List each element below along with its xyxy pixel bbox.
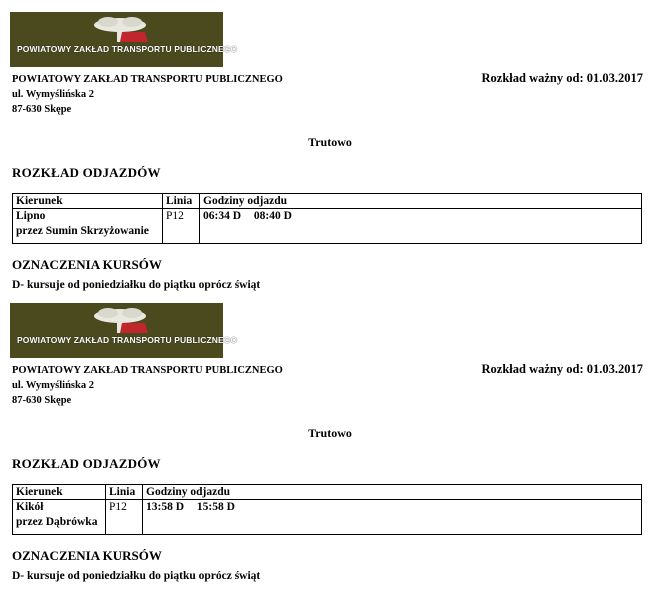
timetable-section-2 [0,291,660,591]
timetable-table [12,193,642,244]
legend-heading: OZNACZENIA KURSÓW [12,548,162,563]
direction-via: przez Dąbrówka [16,516,98,528]
tree-icon [90,307,150,333]
company-logo [10,12,238,67]
company-city: 87-630 Skępe [12,395,72,406]
line-cell: P12 [106,500,143,535]
table-header-row [13,485,642,500]
legend-heading: OZNACZENIA KURSÓW [12,257,162,272]
table-row [13,500,642,535]
timetable-heading: ROZKŁAD ODJAZDÓW [12,165,161,180]
header-line: Linia [106,485,143,500]
direction-cell [13,500,106,535]
company-logo [10,303,238,358]
departure-time: 13:58 D [146,501,185,513]
header-direction: Kierunek [13,485,106,500]
direction-destination: Kikół [16,501,44,513]
header-line: Linia [163,194,200,209]
stop-name: Trutowo [308,135,352,149]
departure-time: 08:40 D [253,210,292,222]
logo-lettering: POWIATOWY ZAKŁAD TRANSPORTU PUBLICZNEGO [17,44,238,54]
line-cell: P12 [163,209,200,244]
company-street: ul. Wymyślińska 2 [12,89,94,100]
direction-destination: Lipno [16,210,46,222]
tree-icon [90,16,150,42]
header-times: Godziny odjazdu [143,485,642,500]
company-address [12,363,283,408]
departure-time: 15:58 D [196,501,235,513]
company-city: 87-630 Skępe [12,104,72,115]
logo-lettering: POWIATOWY ZAKŁAD TRANSPORTU PUBLICZNEGO [17,335,238,345]
header-times: Godziny odjazdu [200,194,642,209]
direction-via: przez Sumin Skrzyżowanie [16,225,149,237]
stop-name: Trutowo [308,426,352,440]
departure-time: 06:34 D [203,210,242,222]
valid-from: Rozkład ważny od: 01.03.2017 [481,362,643,376]
times-cell [200,209,642,244]
legend-text: D- kursuje od poniedziałku do piątku oprócz świąt [12,279,261,291]
company-address [12,72,283,117]
valid-from: Rozkład ważny od: 01.03.2017 [481,71,643,85]
header-direction: Kierunek [13,194,163,209]
timetable-heading: ROZKŁAD ODJAZDÓW [12,456,161,471]
timetable-table [12,484,642,535]
company-name: POWIATOWY ZAKŁAD TRANSPORTU PUBLICZNEGO [12,74,283,85]
times-cell [143,500,642,535]
company-name: POWIATOWY ZAKŁAD TRANSPORTU PUBLICZNEGO [12,365,283,376]
table-row [13,209,642,244]
legend-text: D- kursuje od poniedziałku do piątku oprócz świąt [12,570,261,582]
company-street: ul. Wymyślińska 2 [12,380,94,391]
direction-cell [13,209,163,244]
table-header-row [13,194,642,209]
